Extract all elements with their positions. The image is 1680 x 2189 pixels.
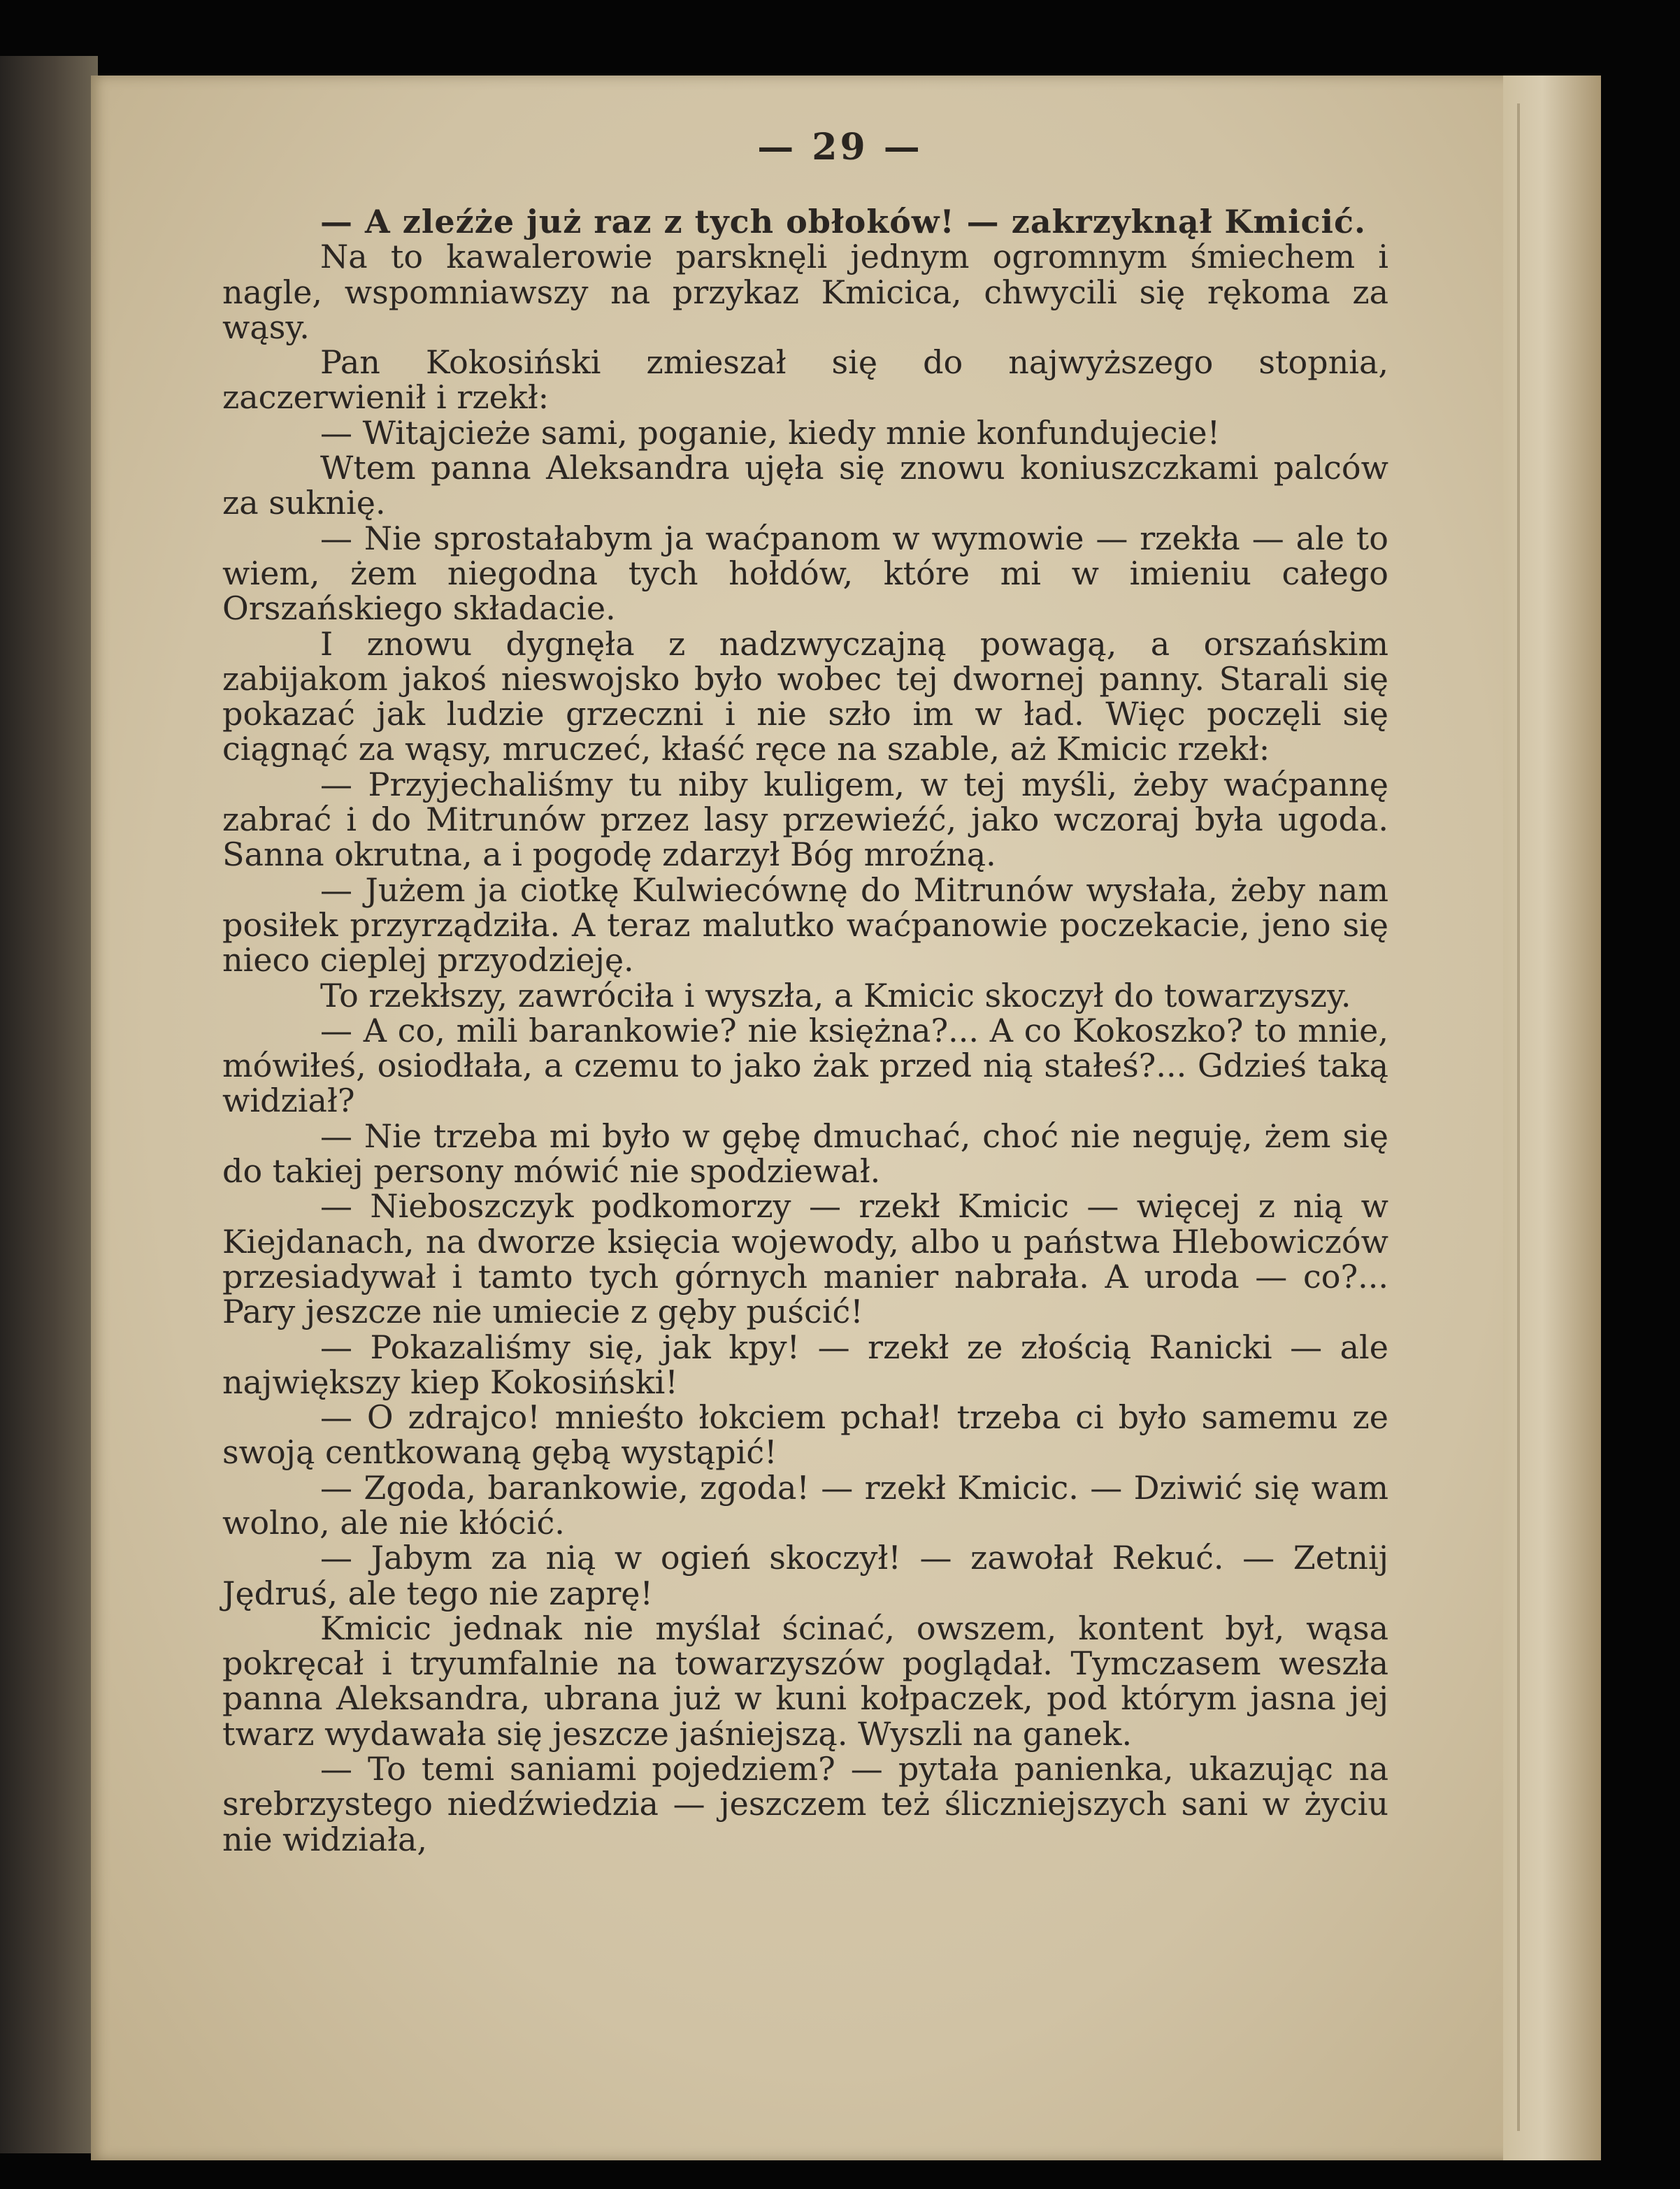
page-number: — 29 — — [757, 126, 923, 168]
book-spine — [0, 56, 98, 2153]
paragraph: — Jabym za nią w ogień skoczył! — zawołał Rekuć. — Zetnij Jędruś, ale tego nie zaprę! — [222, 1539, 1388, 1612]
paragraph: — Zgoda, barankowie, zgoda! — rzekł Kmicic. — Dziwić się wam wolno, ale nie kłócić. — [222, 1468, 1388, 1542]
paragraph: — Jużem ja ciotkę Kulwiecównę do Mitrunów wysłała, żeby nam posiłek przyrządziła. A teraz malutko waćpanowie poczekacie, jeno się nieco cieplej przyodzieję. — [222, 870, 1388, 979]
paragraph: Pan Kokosiński zmieszał się do najwyższego stopnia, zaczerwienił i rzekł: — [222, 343, 1388, 417]
page-edge — [1503, 76, 1601, 2160]
paragraph: — Nieboszczyk podkomorzy — rzekł Kmicic — więcej z nią w Kiejdanach, na dworze księcia wojewody, albo u państwa Hlebowiczów przesiadywał i tamto tych górnych manier nabrała. A uroda — co?... Pary jeszcze nie umiecie z gęby puścić! — [222, 1187, 1388, 1331]
paragraph: — A co, mili barankowie? nie księżna?... A co Kokoszko? to mnie, mówiłeś, osiodłała, a czemu to jako żak przed nią stałeś?... Gdzieś taką widział? — [222, 1011, 1388, 1120]
paragraph: Na to kawalerowie parsknęli jednym ogromnym śmiechem i nagle, wspomniawszy na przykaz Kmicica, chwycili się rękoma za wąsy. — [222, 238, 1388, 346]
paragraph: Wtem panna Aleksandra ujęła się znowu koniuszczkami palców za suknię. — [222, 449, 1388, 522]
paragraph: — Nie sprostałabym ja waćpanom w wymowie — rzekła — ale to wiem, żem niegodna tych hołdów, które mi w imieniu całego Orszańskiego składacie. — [222, 519, 1388, 628]
paragraph: Kmicic jednak nie myślał ścinać, owszem, kontent był, wąsa pokręcał i tryumfalnie na towarzyszów poglądał. Tymczasem weszła panna Aleksandra, ubrana już w kuni kołpaczek, pod którym jasna jej twarz wydawała się jeszcze jaśniejszą. Wyszli na ganek. — [222, 1609, 1388, 1753]
paragraph: — A zleźże już raz z tych obłoków! — zakrzyknął Kmicić. — [320, 203, 1367, 241]
paragraph: — To temi saniami pojedziem? — pytała panienka, ukazując na srebrzystego niedźwiedzia — jeszczem też śliczniejszych sani w życiu nie widziała, — [222, 1750, 1388, 1858]
paragraph: — Pokazaliśmy się, jak kpy! — rzekł ze złością Ranicki — ale największy kiep Kokosiński! — [222, 1328, 1388, 1401]
paragraph: — Przyjechaliśmy tu niby kuligem, w tej myśli, żeby waćpannę zabrać i do Mitrunów przez lasy przewieźć, jako wczoraj była ugoda. Sanna okrutna, a i pogodę zdarzył Bóg mroźną. — [222, 765, 1388, 874]
paragraph: — Witajcieże sami, poganie, kiedy mnie konfundujecie! — [320, 413, 1221, 452]
page-text — [222, 204, 1388, 1857]
paragraph: — Nie trzeba mi było w gębę dmuchać, choć nie neguję, żem się do takiej persony mówić nie spodziewał. — [222, 1117, 1388, 1191]
page-edge-line — [1517, 103, 1520, 2131]
paragraph: I znowu dygnęła z nadzwyczajną powagą, a orszańskim zabijakom jakoś nieswojsko było wobec tej dwornej panny. Starali się pokazać jak ludzie grzeczni i nie szło im w ład. Więc poczęli się ciągnąć za wąsy, mruczeć, kłaść ręce na szable, aż Kmicic rzekł: — [222, 624, 1388, 768]
paragraph: — O zdrajco! mnieśto łokciem pchał! trzeba ci było samemu ze swoją centkowaną gębą wystąpić! — [222, 1398, 1388, 1472]
paragraph: To rzekłszy, zawróciła i wyszła, a Kmicic skoczył do towarzyszy. — [320, 976, 1351, 1014]
